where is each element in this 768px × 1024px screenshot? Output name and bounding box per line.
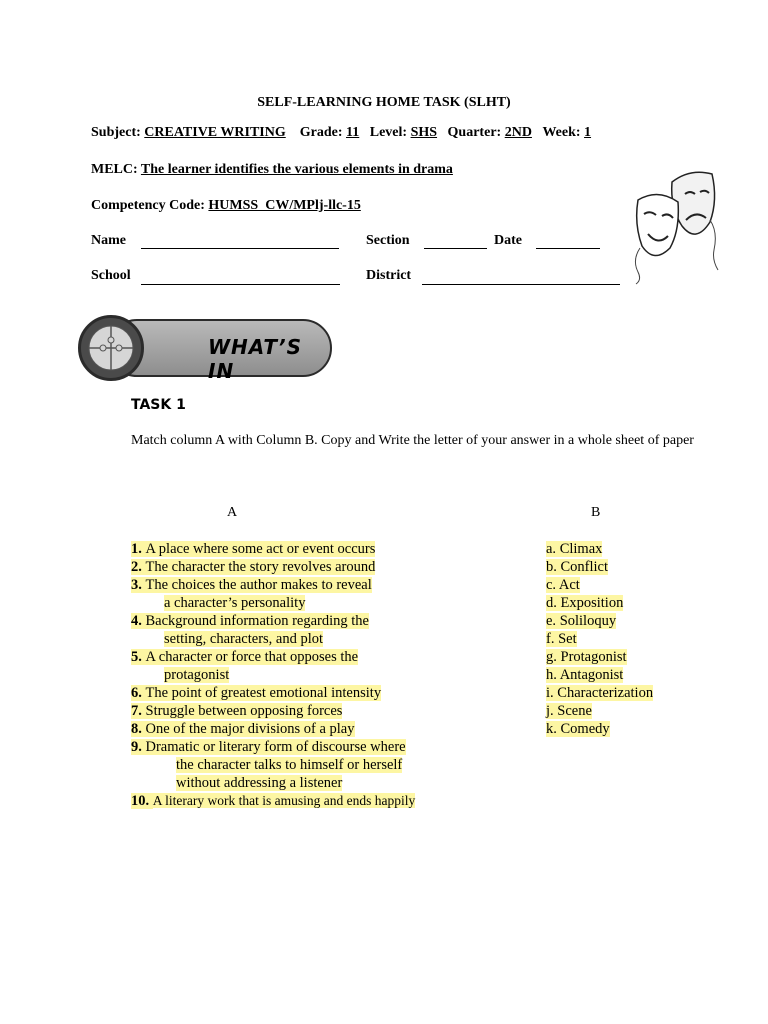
section-label: Section	[366, 233, 410, 248]
column-b-item	[546, 540, 653, 558]
column-a-item-text: One of the major divisions of a play	[145, 721, 355, 737]
column-b-item-letter: e.	[546, 613, 560, 629]
date-label: Date	[494, 233, 522, 248]
level-label: Level:	[369, 125, 408, 140]
column-b-item	[546, 594, 653, 612]
column-a-list	[131, 540, 415, 810]
task-instructions: Match column A with Column B. Copy and Write the letter of your answer in a whole sheet of paper	[131, 433, 694, 448]
section-field	[366, 233, 410, 249]
column-a-item-text: setting, characters, and plot	[164, 631, 324, 647]
column-b-item	[546, 648, 653, 666]
subject-value: CREATIVE WRITING	[144, 125, 286, 140]
column-b-item-letter: f.	[546, 631, 559, 647]
column-a-item-text: the character talks to himself or herself	[176, 757, 403, 773]
theater-masks-icon	[630, 160, 720, 285]
column-b-item-letter: d.	[546, 595, 561, 611]
column-a-item-line	[131, 576, 415, 594]
column-b-header: B	[591, 505, 601, 520]
column-a-item-line	[131, 648, 415, 666]
name-label: Name	[91, 233, 126, 248]
quarter-label: Quarter:	[447, 125, 502, 140]
column-a-item-text: The choices the author makes to reveal	[145, 577, 372, 593]
column-a-item-text: A character or force that opposes the	[145, 649, 359, 665]
column-b-item	[546, 612, 653, 630]
column-a-item-line	[131, 702, 415, 720]
column-b-item-letter: h.	[546, 667, 560, 683]
column-a-item-text: The character the story revolves around	[145, 559, 376, 575]
column-b-item	[546, 702, 653, 720]
whats-in-banner	[78, 315, 336, 381]
column-b-item-text: Exposition	[560, 595, 624, 611]
competency-value: HUMSS_CW/MPlj-llc-15	[208, 198, 361, 213]
column-a-item-number: 10.	[131, 793, 153, 809]
column-b-list	[546, 540, 653, 738]
column-b-item	[546, 576, 653, 594]
column-b-item-text: Protagonist	[560, 649, 627, 665]
column-b-item-text: Antagonist	[559, 667, 624, 683]
column-b-item	[546, 558, 653, 576]
column-b-item-letter: a.	[546, 541, 560, 557]
column-a-item-line	[131, 684, 415, 702]
column-a-item-text: a character’s personality	[164, 595, 306, 611]
column-a-item-number: 9.	[131, 739, 146, 755]
column-a-item-line	[131, 774, 415, 792]
column-a-item-number: 5.	[131, 649, 146, 665]
column-b-item-letter: i.	[546, 685, 558, 701]
banner-title: WHAT’S IN	[208, 335, 303, 383]
level-value: SHS	[410, 125, 438, 140]
section-blank[interactable]	[424, 236, 487, 249]
column-a-item-text: Dramatic or literary form of discourse where	[145, 739, 406, 755]
column-a-item-text: protagonist	[164, 667, 230, 683]
column-a-item-text: A place where some act or event occurs	[145, 541, 376, 557]
column-a-item-line	[131, 594, 415, 612]
column-b-item	[546, 720, 653, 738]
column-a-item-line	[131, 756, 415, 774]
column-a-header: A	[227, 505, 238, 520]
column-a-item-number: 7.	[131, 703, 146, 719]
column-b-item-letter: j.	[546, 703, 558, 719]
column-a-item-line	[131, 540, 415, 558]
name-field	[91, 233, 126, 249]
column-b-item-text: Conflict	[560, 559, 609, 575]
task-title: TASK 1	[131, 397, 186, 413]
grade-label: Grade:	[299, 125, 343, 140]
competency-label: Competency Code:	[91, 198, 205, 213]
column-b-item-letter: g.	[546, 649, 561, 665]
subject-label: Subject:	[91, 125, 141, 140]
date-blank[interactable]	[536, 236, 600, 249]
column-b-item-letter: k.	[546, 721, 561, 737]
grade-value: 11	[346, 125, 360, 140]
column-a-item-line	[131, 630, 415, 648]
school-blank[interactable]	[141, 272, 340, 285]
column-a-item-line	[131, 612, 415, 630]
column-b-item-text: Scene	[557, 703, 592, 719]
column-b-item-text: Comedy	[560, 721, 610, 737]
name-blank[interactable]	[141, 236, 339, 249]
column-b-item-letter: c.	[546, 577, 559, 593]
column-b-item	[546, 630, 653, 648]
district-blank[interactable]	[422, 272, 620, 285]
column-a-item-text: Struggle between opposing forces	[145, 703, 343, 719]
column-a-item-text: The point of greatest emotional intensity	[145, 685, 382, 701]
week-value: 1	[584, 125, 592, 140]
subject-row	[91, 125, 591, 141]
column-a-item-line	[131, 666, 415, 684]
column-a-item-line	[131, 738, 415, 756]
quarter-value: 2ND	[504, 125, 532, 140]
column-a-item-text: A literary work that is amusing and ends happily	[152, 793, 416, 808]
column-b-item-text: Climax	[559, 541, 603, 557]
school-field	[91, 268, 131, 284]
school-label: School	[91, 268, 131, 283]
column-b-item-text: Act	[558, 577, 580, 593]
puzzle-icon	[81, 318, 141, 378]
date-field	[494, 233, 522, 249]
column-a-item-number: 8.	[131, 721, 146, 737]
column-a-item-line	[131, 792, 415, 810]
column-a-item-number: 2.	[131, 559, 146, 575]
melc-value: The learner identifies the various elements in drama	[140, 162, 453, 177]
column-b-item-text: Soliloquy	[559, 613, 617, 629]
column-a-item-number: 6.	[131, 685, 146, 701]
week-label: Week:	[542, 125, 581, 140]
column-b-item-text: Characterization	[557, 685, 654, 701]
competency-row	[91, 198, 361, 214]
column-b-item	[546, 666, 653, 684]
column-a-item-text: without addressing a listener	[176, 775, 343, 791]
column-a-item-text: Background information regarding the	[145, 613, 369, 629]
district-label: District	[366, 268, 412, 283]
column-a-item-number: 3.	[131, 577, 146, 593]
column-a-item-number: 1.	[131, 541, 146, 557]
column-b-item	[546, 684, 653, 702]
column-a-item-line	[131, 558, 415, 576]
melc-label: MELC:	[91, 162, 138, 177]
document-title: SELF-LEARNING HOME TASK (SLHT)	[257, 95, 511, 110]
puzzle-badge	[78, 315, 144, 381]
column-a-item-number: 4.	[131, 613, 146, 629]
column-b-item-text: Set	[558, 631, 577, 647]
column-a-item-line	[131, 720, 415, 738]
district-field	[366, 268, 411, 284]
melc-row	[91, 162, 453, 178]
column-b-item-letter: b.	[546, 559, 561, 575]
